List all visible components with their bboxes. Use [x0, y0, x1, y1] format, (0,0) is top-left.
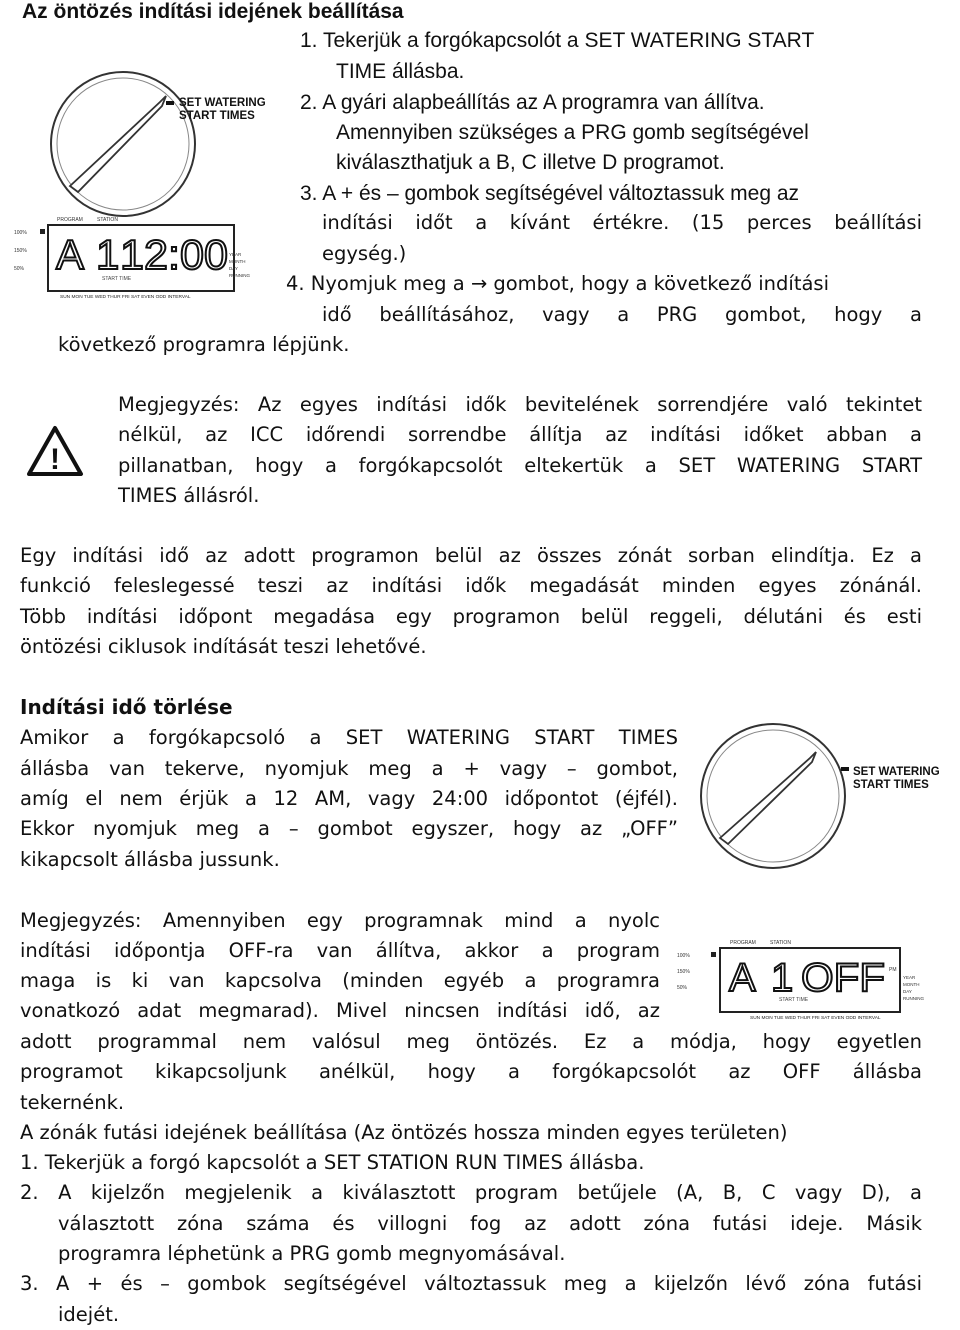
note-1-line-2: nélkül, az ICC időrendi sorrendbe állítja az indítási időket abban a: [118, 423, 922, 446]
step-1-line-a: 1. Tekerjük a forgókapcsolót a SET WATERING START: [300, 29, 815, 52]
section-2-line-3: amíg el nem érjük a 12 AM, vagy 24:00 időpontot (éjfél).: [20, 787, 678, 810]
lcd-side-month: MONTH: [903, 982, 920, 987]
lcd-pct-marker-icon: [711, 952, 716, 957]
lcd-display-figure-bottom: [675, 935, 935, 1025]
section-3-step-2-line-c: programra léphetünk a PRG gomb megnyomásával.: [58, 1242, 566, 1265]
dial-label-line-1: SET WATERING: [853, 766, 940, 778]
section-3-step-1: 1. Tekerjük a forgó kapcsolót a SET STATION RUN TIMES állásba.: [20, 1151, 645, 1174]
lcd-pct-marker-icon: [40, 229, 45, 234]
para-1-line-4: öntözési ciklusok indítását teszi lehetővé.: [20, 635, 427, 658]
step-2-line-a: 2. A gyári alapbeállítás az A programra van állítva.: [300, 91, 765, 114]
note-2-line-3: maga is ki van kapcsolva (minden egyéb a programra: [20, 969, 660, 992]
lcd-header-program: PROGRAM: [730, 940, 756, 946]
para-1-line-2: funkció feleslegessé teszi az indítási idők megadását minden egyes zónánál.: [20, 574, 922, 597]
lcd-station-digit: 1: [771, 956, 794, 1000]
lcd-pct-50: 50%: [677, 985, 688, 991]
lcd-pm-label: PM: [889, 967, 897, 973]
dial-marker-icon: [841, 767, 849, 771]
section-2-line-1: Amikor a forgókapcsoló a SET WATERING START TIMES: [20, 726, 678, 749]
section-2-line-4: Ekkor nyomjuk meg a – gombot egyszer, hogy az „OFF”: [20, 817, 678, 840]
note-1-line-4: TIMES állásról.: [118, 484, 260, 507]
section-3-title: A zónák futási idejének beállítása (Az öntözés hossza minden egyes területen): [20, 1121, 788, 1144]
note-2-line-1: Megjegyzés: Amennyiben egy programnak mind a nyolc: [20, 909, 660, 932]
lcd-side-year: YEAR: [229, 252, 242, 257]
section-3-step-3-line-a: 3. A + és – gombok segítségével változtassuk meg a kijelzőn lévő zóna futási: [20, 1272, 922, 1295]
lcd-pct-50: 50%: [14, 266, 25, 272]
page-title: Az öntözés indítási idejének beállítása: [22, 0, 404, 23]
lcd-side-month: MONTH: [229, 259, 246, 264]
lcd-days-row: SUN MON TUE WED THUR FRI SAT EVEN ODD INTERVAL: [750, 1016, 881, 1021]
step-4-line-a: 4. Nyomjuk meg a → gombot, hogy a következő indítási: [286, 272, 830, 295]
section-2-line-2: állásba van tekerve, nyomjuk meg a + vagy – gombot,: [20, 757, 678, 780]
step-3-line-a: 3. A + és – gombok segítségével változtassuk meg az: [300, 182, 800, 205]
step-3-line-c: egység.): [322, 242, 407, 265]
lcd-days-row: SUN MON TUE WED THUR FRI SAT EVEN ODD INTERVAL: [60, 295, 191, 300]
step-4-line-c: következő programra lépjünk.: [58, 333, 350, 356]
note-2-line-5: adott programmal nem valósul meg öntözés. Ez a módja, hogy egyetlen: [20, 1030, 922, 1053]
section-3-step-2-line-b: választott zóna száma és villogni fog az adott zóna futási ideje. Másik: [58, 1212, 922, 1235]
lcd-display-figure-top: [12, 212, 262, 304]
rotary-dial-figure-top: [48, 68, 273, 218]
step-1-line-b: TIME állásba.: [336, 60, 465, 83]
note-2-line-2: indítási időpontja OFF-ra van állítva, akkor a program: [20, 939, 660, 962]
step-4-line-b: idő beállításához, vagy a PRG gombot, hogy a: [322, 303, 922, 326]
section-3-step-2-line-a: 2. A kijelzőn megjelenik a kiválasztott program betűjele (A, B, C vagy D), a: [20, 1181, 922, 1204]
note-2-line-7: tekernénk.: [20, 1091, 125, 1114]
dial-label-line-2: START TIMES: [853, 779, 929, 791]
lcd-program-letter: A: [56, 231, 85, 278]
note-2-line-6: programot kikapcsoljunk anélkül, hogy a forgókapcsolót az OFF állásba: [20, 1060, 922, 1083]
lcd-side-day: DAY: [229, 266, 238, 271]
rotary-dial-figure-bottom: [698, 720, 948, 870]
section-2-title: Indítási idő törlése: [20, 695, 233, 719]
lcd-sub-label: START TIME: [102, 276, 132, 282]
warning-icon: [26, 425, 84, 477]
para-1-line-1: Egy indítási idő az adott programon belül az összes zónát sorban elindítja. Ez a: [20, 544, 922, 567]
para-1-line-3: Több indítási időpont megadása egy programon belül reggeli, délutáni és esti: [20, 605, 922, 628]
lcd-pct-150: 150%: [14, 248, 27, 254]
lcd-off-value: OFF: [801, 956, 885, 1000]
lcd-program-letter: A: [729, 956, 756, 1000]
lcd-station-digit: 1: [96, 231, 120, 278]
dial-label-line-1: SET WATERING: [179, 97, 266, 109]
lcd-side-day: DAY: [903, 989, 912, 994]
section-3-step-3-line-b: idejét.: [58, 1303, 120, 1326]
lcd-pct-150: 150%: [677, 969, 690, 975]
step-3-line-b: indítási időt a kívánt értékre. (15 perces beállítási: [322, 211, 922, 234]
section-2-line-5: kikapcsolt állásba jussunk.: [20, 848, 280, 871]
lcd-pct-100: 100%: [677, 953, 690, 959]
lcd-header-program: PROGRAM: [57, 217, 83, 223]
lcd-header-station: STATION: [97, 217, 118, 223]
step-2-line-c: kiválaszthatjuk a B, C illetve D programot.: [336, 151, 725, 174]
note-1-line-3: pillanatban, hogy a forgókapcsolót eltekertük a SET WATERING START: [118, 454, 922, 477]
lcd-side-running: RUNNING: [903, 996, 924, 1001]
dial-marker-icon: [166, 101, 174, 105]
lcd-time: 12:00: [120, 231, 228, 278]
lcd-sub-label: START TIME: [779, 997, 809, 1003]
note-1-line-1: Megjegyzés: Az egyes indítási idők bevitelének sorrendjére való tekintet: [118, 393, 922, 416]
lcd-pct-100: 100%: [14, 230, 27, 236]
lcd-header-station: STATION: [770, 940, 791, 946]
lcd-side-year: YEAR: [903, 975, 916, 980]
step-2-line-b: Amennyiben szükséges a PRG gomb segítségével: [336, 121, 809, 144]
note-2-line-4: vonatkozó adat megmarad). Mivel nincsen indítási idő, az: [20, 999, 660, 1022]
lcd-side-running: RUNNING: [229, 273, 250, 278]
warning-glyph: !: [50, 443, 60, 476]
dial-label-line-2: START TIMES: [179, 110, 255, 122]
